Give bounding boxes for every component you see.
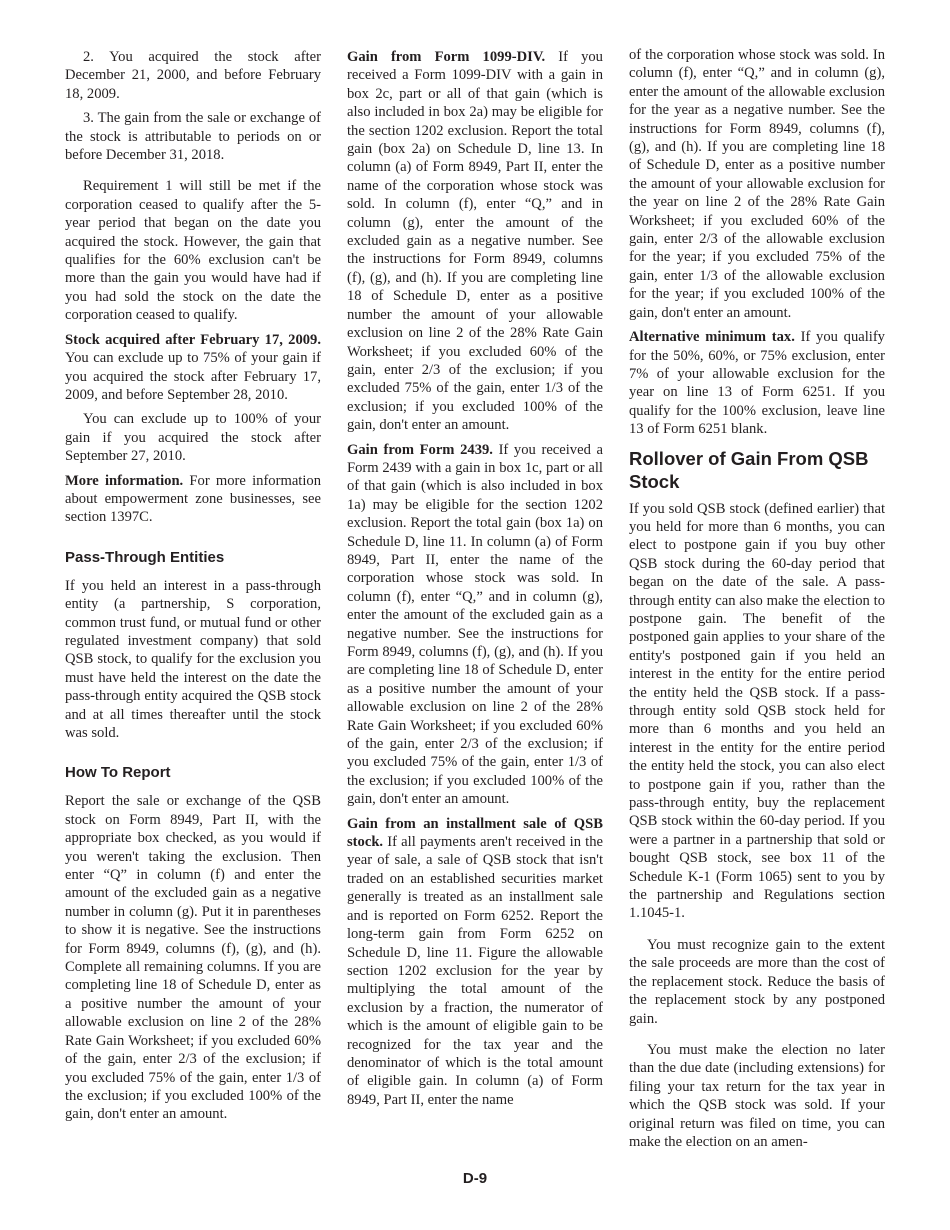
paragraph-form-2439: Gain from Form 2439. If you received a Form 2439 with a gain in box 1c, part or all of that gain (which is also included in box 1a) may be eligible for the section 1202 exclusion. Report the total gain (box 1a) on Schedule D, line 11. In column (a) of Form 8949, Part II, enter the name of the corporation whose stock was sold. In column (f), enter “Q,” and in column (g), enter the amount of the excluded gain as a negative number. See the instructions for Form 8949, columns (f), (g), and (h). If you are completing line 18 of Schedule D, enter as a positive number the amount of your allowable exclusion on line 2 of the 28% Rate Gain Worksheet; if you excluded 60% of the gain, enter 2/3 of the exclusion; if you excluded 75% of the gain, enter 1/3 of the exclusion; if you excluded 100% of the gain, don't enter an amount. bbox=[347, 441, 603, 808]
fraction-two-thirds: 2/3 bbox=[699, 231, 718, 248]
text-column-left bbox=[65, 48, 321, 1130]
paragraph-installment-sale: Gain from an installment sale of QSB stock. If all payments aren't received in the year of sale, a sale of QSB stock that isn't traded on an established securities market generally is treated as an installment sale and is reported on Form 6252. Report the long-term gain from Form 6252 on Schedule D, line 11. Figure the allowable section 1202 exclusion for the year by multiplying the total amount of the exclusion by a fraction, the numerator of which is the amount of eligible gain to be recognized for the tax year and the denominator of which is the total amount of eligible gain. In column (a) of Form 8949, Part II, enter the name bbox=[347, 815, 603, 1108]
paragraph-continued: of the corporation whose stock was sold. In column (f), enter “Q,” and in column (g), enter the amount of the allowable exclusion for the year as a negative number. See the instructions for Form 8949, columns (f), (g), and (h). If you are completing line 18 of Schedule D, enter as a positive number the amount of your allowable exclusion for the year on line 2 of the 28% Rate Gain Worksheet; if you excluded 60% of the gain, enter 2/3 of the allowable exclusion for the year; if you excluded 75% of the gain, enter 1/3 of the allowable exclusion for the year; if you excluded 100% of the gain, don't enter an amount. bbox=[629, 47, 885, 321]
paragraph-more-information: More information. For more information about empowerment zone businesses, see section 1397C. bbox=[65, 472, 321, 526]
paragraph-stock-after-feb-2009: Stock acquired after February 17, 2009. You can exclude up to 75% of your gain if you acquired the stock after February 17, 2009, and before September 28, 2010. bbox=[65, 331, 321, 403]
paragraph-alternative-minimum-tax: Alternative minimum tax. If you qualify for the 50%, 60%, or 75% exclusion, enter 7% of your allowable exclusion for the year on line 13 of Form 6251. If you qualify for the 100% exclusion, leave line 13 of Form 6251 blank. bbox=[629, 329, 885, 438]
run-in-heading: Gain from Form 1099-DIV. bbox=[347, 49, 546, 65]
heading-pass-through-entities: Pass-Through Entities bbox=[65, 548, 225, 566]
heading-rollover-of-gain: Rollover of Gain From QSB Stock bbox=[629, 447, 869, 492]
list-item-3: 3. The gain from the sale or exchange of the stock is attributable to periods on or before December 31, 2018. bbox=[65, 110, 321, 164]
fraction-two-thirds: 2/3 bbox=[460, 736, 479, 753]
paragraph-rollover: If you sold QSB stock (defined earlier) that you held for more than 6 months, you can elect to postpone gain if you buy other QSB stock during the 60-day period that began on the date of the sale. A pass-through entity can also make the election to postpone gain. The benefit of the postponed gain applies to your share of the entity's postponed gain if you held an interest in the entity for the entire period the entity held the QSB stock. If a pass-through entity sold QSB stock held for more than 6 months and you held an interest in the entity for the entire period the entity held the stock, you can also elect to postpone gain if you, rather than the pass-through entity, buy the replacement QSB stock within the 60-day period. If you were a partner in a partnership that sold or bought QSB stock, see box 11 of the Schedule K-1 (Form 1065) sent to you by the partnership and Regulations section 1.1045-1. bbox=[629, 500, 885, 922]
text-column-middle bbox=[347, 48, 603, 1115]
run-in-heading: Alternative minimum tax. bbox=[629, 329, 795, 346]
paragraph-requirement-1: Requirement 1 will still be met if the corporation ceased to qualify after the 5-year period that began on the date you acquired the stock. However, the gain that qualifies for the 60% exclusion can't be more than the gain you would have had if you had sold the stock on the date the corporation ceased to qualify. bbox=[65, 178, 321, 324]
run-in-heading: Stock acquired after February 17, 2009. bbox=[65, 331, 321, 348]
paragraph-recognize-gain: You must recognize gain to the extent the sale proceeds are more than the cost of the replacement stock. Reduce the basis of the replacement stock by any postponed gain. bbox=[629, 936, 885, 1027]
fraction-two-thirds: 2/3 bbox=[178, 1051, 197, 1068]
paragraph-pass-through: If you held an interest in a pass-through entity (a partnership, S corporation, common trust fund, or mutual fund or other regulated investment company) that sold QSB stock, to qualify for the exclusion you must have held the interest on the date the pass-through entity acquired the QSB stock and at all times thereafter until the stock was sold. bbox=[65, 577, 321, 741]
fraction-one-third: 1/3 bbox=[544, 380, 563, 397]
run-in-heading: More information. bbox=[65, 472, 184, 489]
fraction-one-third: 1/3 bbox=[285, 1069, 305, 1086]
fraction-two-thirds: 2/3 bbox=[421, 361, 441, 378]
paragraph-how-to-report: Report the sale or exchange of the QSB stock on Form 8949, Part II, with the appropriate box checked, as you would if you weren't taking the exclusion. Then enter “Q” in column (f) and enter the amount of the excluded gain as a negative number in column (g). Put it in parentheses to show it is negative. See the instructions for Form 8949, columns (f), (g), and (h). Complete all remaining columns. If you are completing line 18 of Schedule D, enter as a positive number the amount of your allowable exclusion on line 2 of the 28% Rate Gain Worksheet; if you excluded 60% of the gain, enter 2/3 of the exclusion; if you excluded 75% of the gain, enter 1/3 of the exclusion; if you excluded 100% of the gain, don't enter an amount. bbox=[65, 793, 321, 1123]
paragraph-election-deadline: You must make the election no later than the due date (including extensions) for filing your tax return for the tax year in which the QSB stock was sold. If your original return was filed on time, you can make the election on an amen- bbox=[629, 1041, 885, 1150]
fraction-one-third: 1/3 bbox=[567, 754, 587, 771]
list-item-2: 2. You acquired the stock after December 21, 2000, and before February 18, 2009. bbox=[65, 49, 321, 102]
heading-how-to-report: How To Report bbox=[65, 764, 171, 782]
run-in-heading: Gain from Form 2439. bbox=[347, 441, 493, 458]
run-in-heading: Gain from an installment sale of QSB stock. bbox=[347, 815, 603, 851]
text-column-right bbox=[629, 46, 885, 1157]
fraction-one-third: 1/3 bbox=[699, 267, 718, 284]
paragraph-form-1099-div: Gain from Form 1099-DIV. If you received a Form 1099-DIV with a gain in box 2c, part or all of that gain (which is also included in box 2a) may be eligible for the section 1202 exclusion. Report the total gain (box 2a) on Schedule D, line 13. In column (a) of Form 8949, Part II, enter the name of the corporation whose stock was sold. In column (f), enter “Q,” and in column (g), enter the amount of the excluded gain as a negative number. See the instructions for Form 8949, columns (f), (g), and (h). If you are completing line 18 of Schedule D, enter as a positive number the amount of your allowable exclusion on line 2 of the 28% Rate Gain Worksheet; if you excluded 60% of the gain, enter 2/3 of the exclusion; if you excluded 75% of the gain, enter 1/3 of the exclusion; if you excluded 100% of the gain, don't enter an amount. bbox=[347, 49, 603, 434]
page-number: D-9 bbox=[462, 1170, 488, 1187]
paragraph-100-percent-exclusion: You can exclude up to 100% of your gain if you acquired the stock after September 27, 2010. bbox=[65, 411, 321, 465]
